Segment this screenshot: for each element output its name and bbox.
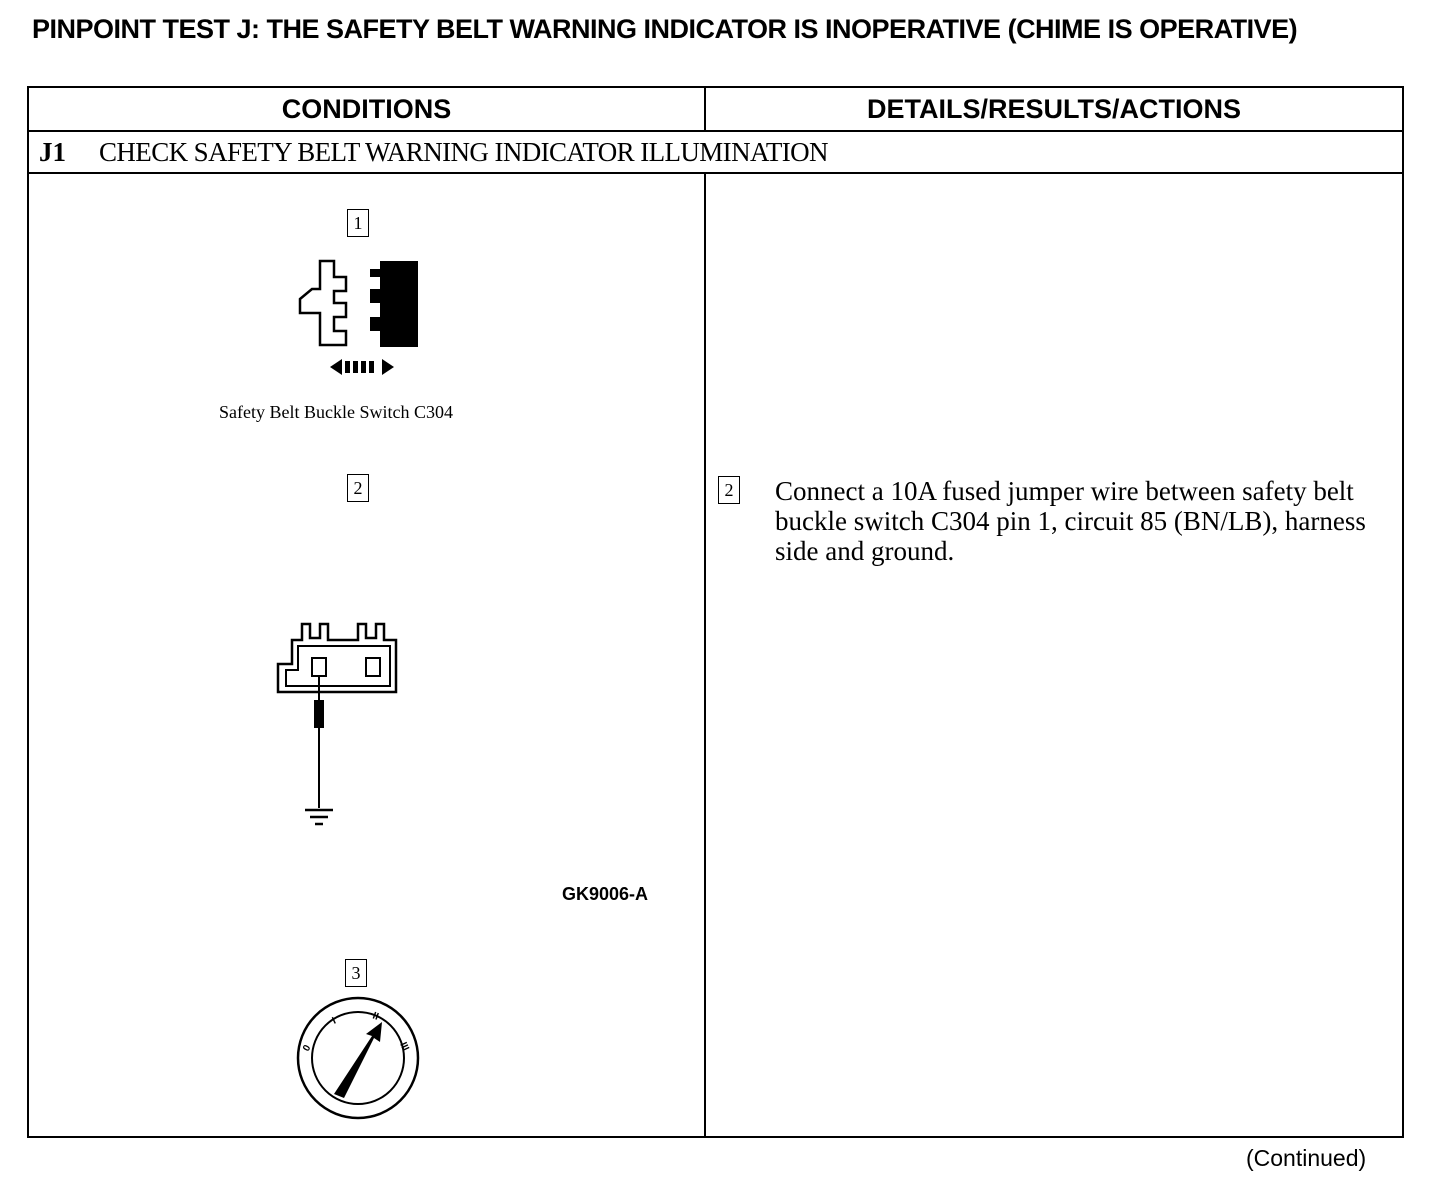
dial-label-2: II <box>370 1010 380 1023</box>
column-divider <box>704 174 706 1136</box>
figure-2-number: 2 <box>347 474 369 502</box>
continued-label: (Continued) <box>1246 1145 1367 1171</box>
dial-label-3: III <box>397 1040 411 1053</box>
step-row <box>29 132 1402 174</box>
page-title: PINPOINT TEST J: THE SAFETY BELT WARNING INDICATOR IS INOPERATIVE (CHIME IS OPERATIVE) <box>32 14 1298 44</box>
header-conditions: CONDITIONS <box>29 88 706 132</box>
header-details: DETAILS/RESULTS/ACTIONS <box>706 88 1402 132</box>
connector-disconnect-illustration <box>290 255 430 385</box>
action-2-text: Connect a 10A fused jumper wire between safety belt buckle switch C304 pin 1, circuit 85 (BN/LB), harness side and ground. <box>775 476 1366 566</box>
pinpoint-test-table <box>27 86 1404 1138</box>
action-2-number: 2 <box>718 476 740 504</box>
dial-label-1: I <box>330 1015 338 1027</box>
figure-1-number: 1 <box>347 209 369 237</box>
step-id: J1 <box>39 136 66 167</box>
ignition-switch-dial-illustration <box>296 998 421 1123</box>
figure-1-caption: Safety Belt Buckle Switch C304 <box>219 402 453 422</box>
figure-3-number: 3 <box>345 959 367 987</box>
figure-2-id: GK9006-A <box>562 884 649 904</box>
connector-ground-illustration <box>270 612 420 837</box>
dial-label-0: 0 <box>301 1043 314 1054</box>
step-title: CHECK SAFETY BELT WARNING INDICATOR ILLUMINATION <box>99 136 828 167</box>
